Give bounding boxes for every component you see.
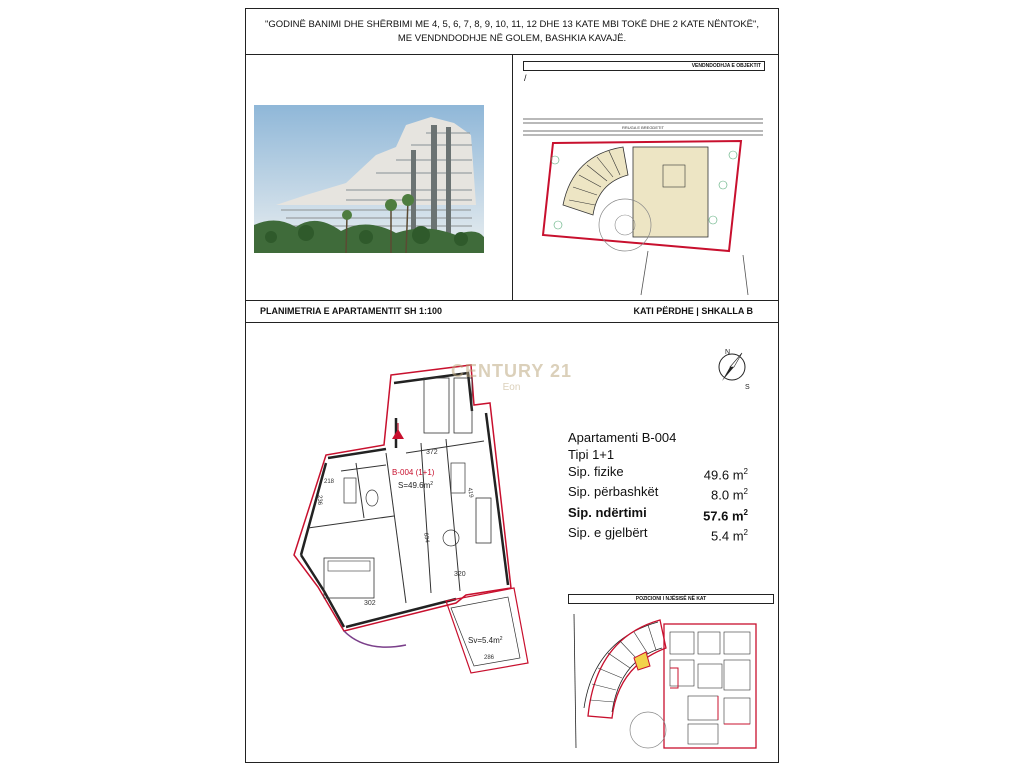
info-row-value-text: 5.4 m: [711, 528, 744, 544]
header-line-1: "GODINË BANIMI DHE SHËRBIMI ME 4, 5, 6, 7, 8, 9, 10, 11, 12 DHE 13 KATE MBI TOKË DHE 2 KATE NËNTOKË",: [264, 18, 760, 30]
unit-exponent: 2: [743, 507, 748, 517]
info-row: [568, 504, 748, 524]
info-row-label: Sip. e gjelbërt: [568, 524, 648, 540]
dim-236: 236: [316, 495, 322, 506]
terrace-label: $Sv=5.4m^2$: [468, 636, 503, 645]
info-row-value: [711, 483, 748, 503]
info-row-value: [711, 524, 748, 544]
dim-634: 634: [422, 532, 430, 544]
document-header: [246, 9, 778, 55]
info-row: [568, 463, 748, 483]
unit-exponent: 2: [743, 467, 748, 476]
apartment-type: Tipi 1+1: [568, 447, 615, 462]
dim-218: 218: [324, 479, 335, 485]
info-row-value: [703, 504, 748, 524]
info-row-label: Sip. përbashkët: [568, 484, 659, 500]
compass-icon: [712, 345, 756, 391]
compass-north: N: [725, 349, 731, 356]
compass-south: S: [745, 384, 750, 391]
info-row-value-text: 57.6 m: [703, 507, 744, 523]
location-cell: [513, 55, 778, 300]
apartment-info: [568, 429, 748, 544]
dim-419: 419: [466, 487, 474, 499]
location-mark: /: [524, 73, 527, 83]
info-row-value-text: 8.0 m: [711, 487, 744, 503]
apartment-name: Apartamenti B-004: [568, 430, 677, 445]
floor-plan-section: [246, 323, 778, 763]
info-row: [568, 524, 748, 544]
info-row-label: Sip. ndërtimi: [568, 504, 647, 520]
area-label: $S=49.6m^2$: [398, 481, 434, 490]
dim-320: 320: [454, 571, 466, 578]
floor-position-plan: [568, 608, 780, 758]
section-bar: [246, 300, 778, 323]
dim-372: 372: [426, 449, 438, 456]
unit-exponent: 2: [743, 527, 748, 537]
road-label: RRUGA E BREGDETIT: [621, 125, 665, 130]
dim-302: 302: [364, 600, 376, 607]
position-title: POZICIONI I NJËSISË NË KAT: [568, 594, 774, 604]
info-row-value: [704, 463, 748, 483]
dim-286: 286: [484, 655, 495, 661]
unit-exponent: 2: [743, 487, 748, 497]
watermark: [451, 361, 572, 393]
header-line-2: ME VENDNDODHJE NË GOLEM, BASHKIA KAVAJË.: [397, 32, 627, 44]
watermark-sub: Eon: [502, 382, 521, 393]
unit-label: B-004 (1+1): [392, 468, 435, 477]
location-title: VENDNDODHJA E OBJEKTIT: [523, 61, 765, 71]
building-rendering-image: [246, 55, 512, 300]
site-plan-drawing: [513, 55, 778, 300]
plan-title: PLANIMETRIA E APARTAMENTIT SH 1:100: [260, 306, 443, 316]
info-row-label: Sip. fizike: [568, 464, 624, 479]
document-sheet: [245, 8, 779, 763]
info-row: [568, 483, 748, 503]
info-row-value-text: 49.6 m: [703, 467, 744, 483]
building-photo-cell: [246, 55, 513, 300]
watermark-brand: CENTURY 21: [451, 361, 573, 381]
floor-stair-label: KATI PËRDHE | SHKALLA B: [633, 306, 753, 316]
